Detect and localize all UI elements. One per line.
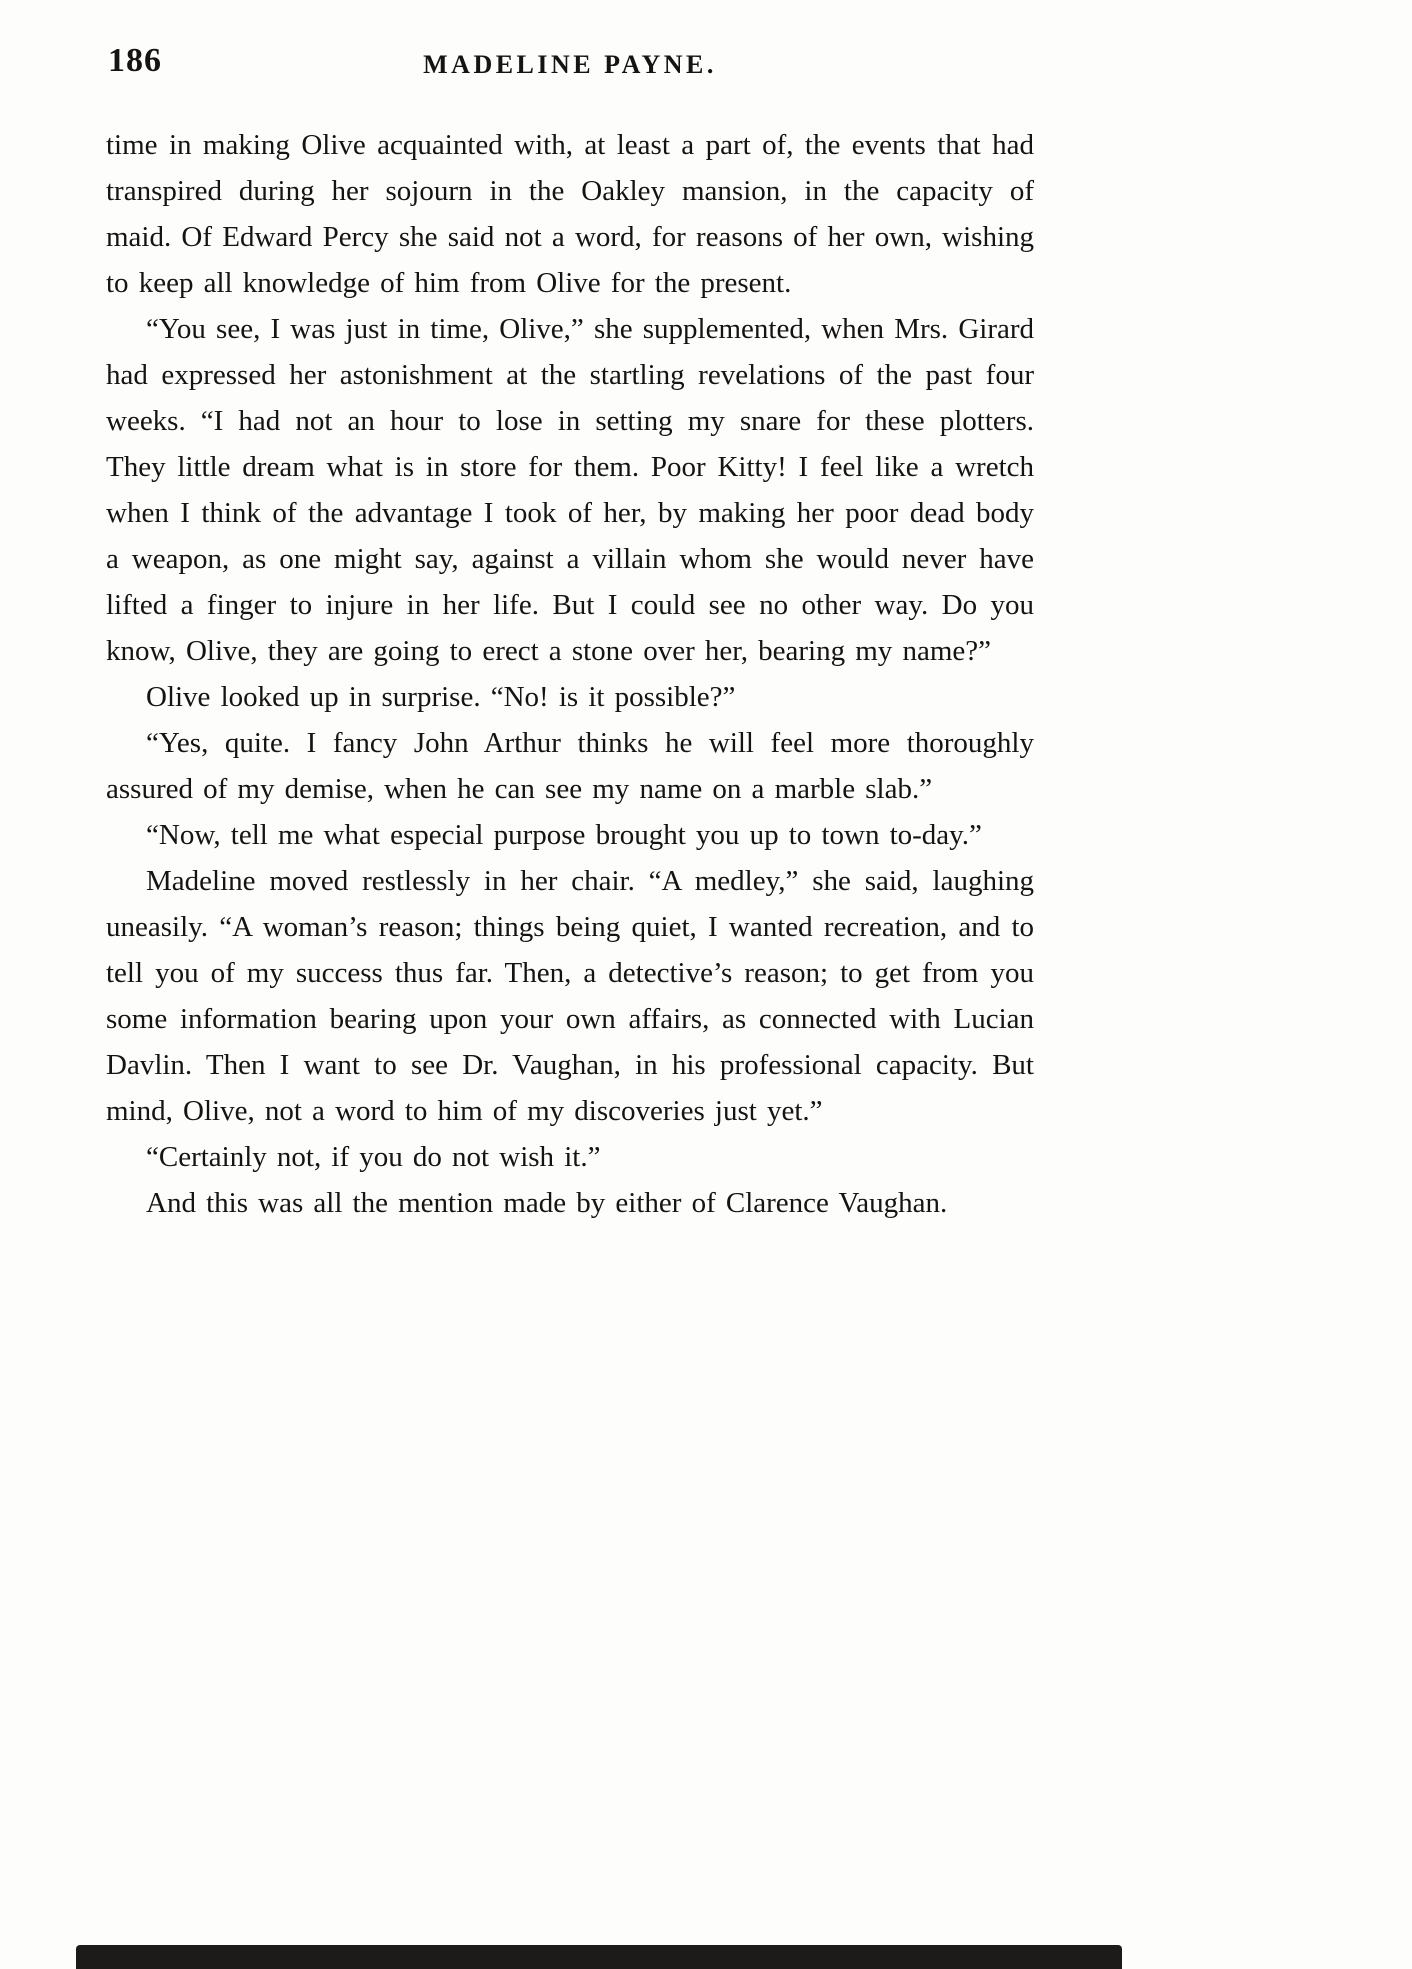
scan-edge-artifact bbox=[76, 1945, 1122, 1969]
paragraph: “You see, I was just in time, Olive,” she supplemented, when Mrs. Girard had expressed her astonishment at the startling revelations of the past four weeks. “I had not an hour to lose in setting my snare for these plotters. They little dream what is in store for them. Poor Kitty! I feel like a wretch when I think of the advantage I took of her, by making her poor dead body a weapon, as one might say, against a villain whom she would never have lifted a finger to injure in her life. But I could see no other way. Do you know, Olive, they are going to erect a stone over her, bearing my name?” bbox=[106, 313, 1035, 667]
page-content bbox=[106, 42, 1034, 1226]
page-number: 186 bbox=[108, 42, 162, 79]
running-title: MADELINE PAYNE. bbox=[423, 50, 717, 79]
paragraph: Madeline moved restlessly in her chair. “A medley,” she said, laughing uneasily. “A woman’s reason; things being quiet, I wanted recreation, and to tell you of my success thus far. Then, a detective’s reason; to get from you some information bearing upon your own affairs, as connected with Lucian Davlin. Then I want to see Dr. Vaughan, in his professional capacity. But mind, Olive, not a word to him of my discoveries just yet.” bbox=[106, 865, 1034, 1127]
paragraph: time in making Olive acquainted with, at least a part of, the events that had transpired during her sojourn in the Oakley mansion, in the capacity of maid. Of Edward Percy she said not a word, for reasons of her own, wishing to keep all knowledge of him from Olive for the present. bbox=[106, 129, 1034, 299]
paragraph: “Certainly not, if you do not wish it.” bbox=[146, 1141, 601, 1173]
paragraph: “Yes, quite. I fancy John Arthur thinks he will feel more thoroughly assured of my demise, when he can see my name on a marble slab.” bbox=[106, 727, 1034, 805]
paragraph: “Now, tell me what especial purpose brought you up to town to-day.” bbox=[146, 819, 982, 851]
paragraph: Olive looked up in surprise. “No! is it possible?” bbox=[146, 681, 736, 713]
body-text bbox=[106, 122, 1034, 1226]
running-header bbox=[106, 42, 1034, 90]
paragraph: And this was all the mention made by either of Clarence Vaughan. bbox=[146, 1187, 948, 1219]
